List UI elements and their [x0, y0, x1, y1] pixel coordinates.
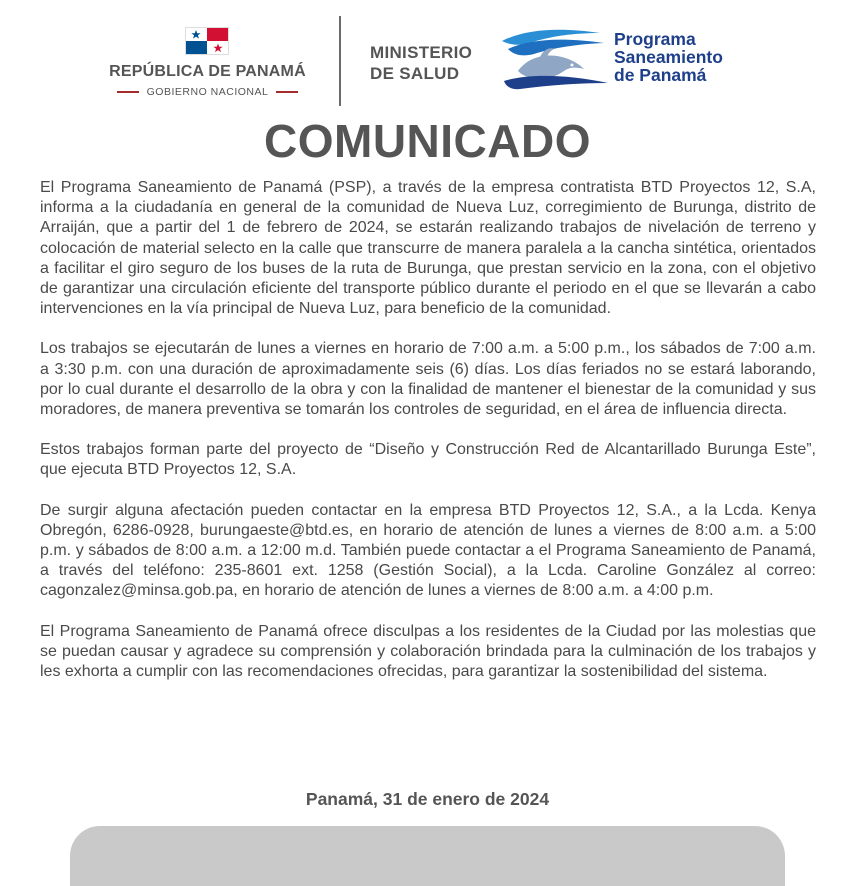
paragraph: Los trabajos se ejecutarán de lunes a viernes en horario de 7:00 a.m. a 5:00 p.m., los sábados de 7:00 a.m. a 3:30 p.m. con una duración de aproximadamente seis (6) días. Los días feriados no se estará laborando, por lo cual durante el desarrollo de la obra y con la finalidad de mantener el bienestar de la comunidad y sus moradores, de manera preventiva se tomarán los controles de seguridad, en el área de influencia directa.: [40, 340, 816, 419]
dolphin-wave-logo-icon: [500, 27, 610, 93]
program-line-2: Saneamiento: [614, 47, 723, 67]
divider-line-left: [117, 91, 139, 93]
paragraph: Estos trabajos forman parte del proyecto de “Diseño y Construcción Red de Alcantarillado Burunga Este”, que ejecuta BTD Proyectos 12, S.A.: [40, 441, 816, 479]
date-line: Panamá, 31 de enero de 2024: [305, 789, 550, 809]
ministry-line-2: DE SALUD: [370, 64, 460, 83]
divider-line-right: [276, 91, 298, 93]
ministry-name: [370, 42, 472, 84]
footer-bar: [70, 826, 785, 886]
republic-subtitle: [100, 84, 315, 100]
program-line-3: de Panamá: [614, 65, 707, 85]
paragraph: El Programa Saneamiento de Panamá (PSP), a través de la empresa contratista BTD Proyectos 12, S.A, informa a la ciudadanía en general de la comunidad de Nueva Luz, corregimiento de Burunga, distrito de Arraiján, que a partir del 1 de febrero de 2024, se estarán realizando trabajos de nivelación de terreno y colocación de material selecto en la calle que transcurre de manera paralela a la cancha sintética, orientados a facilitar el giro seguro de los buses de la ruta de Burunga, que prestan servicio en la zona, con el objetivo de garantizar una circulación eficiente del transporte público durante el periodo en el que se llevarán a cabo intervenciones en la vía principal de Nueva Luz, para beneficio de la comunidad.: [40, 179, 816, 318]
page-title: COMUNICADO: [264, 115, 591, 167]
header: [0, 0, 855, 115]
paragraph: De surgir alguna afectación pueden contactar en la empresa BTD Proyectos 12, S.A., a la Lcda. Kenya Obregón, 6286-0928, burungaeste@btd.es, en horario de atención de lunes a viernes de 8:00 a.m. a 5:00 p.m. y sábados de 8:00 a.m. a 12:00 m.d. También puede contactar a el Programa Saneamiento de Panamá, a través del teléfono: 235-8601 ext. 1258 (Gestión Social), a la Lcda. Caroline González al correo: cagonzalez@minsa.gob.pa, en horario de atención de lunes a viernes de 8:00 a.m. a 4:00 p.m.: [40, 501, 816, 600]
government-label: GOBIERNO NACIONAL: [146, 86, 269, 98]
program-line-1: Programa: [614, 29, 696, 49]
paragraph: El Programa Saneamiento de Panamá ofrece disculpas a los residentes de la Ciudad por las molestias que se puedan causar y agradece su comprensión y colaboración brindada para la culminación de los trabajos y les exhorta a cumplir con las recomendaciones ofrecidas, para garantizar la sostenibilidad del sistema.: [40, 622, 816, 681]
statement-body: [40, 178, 816, 702]
program-name: [614, 30, 723, 84]
ministry-line-1: MINISTERIO: [370, 43, 473, 62]
header-divider: [339, 16, 341, 106]
republic-title: REPÚBLICA DE PANAMÁ: [109, 63, 306, 80]
panama-flag-icon: [185, 27, 229, 55]
